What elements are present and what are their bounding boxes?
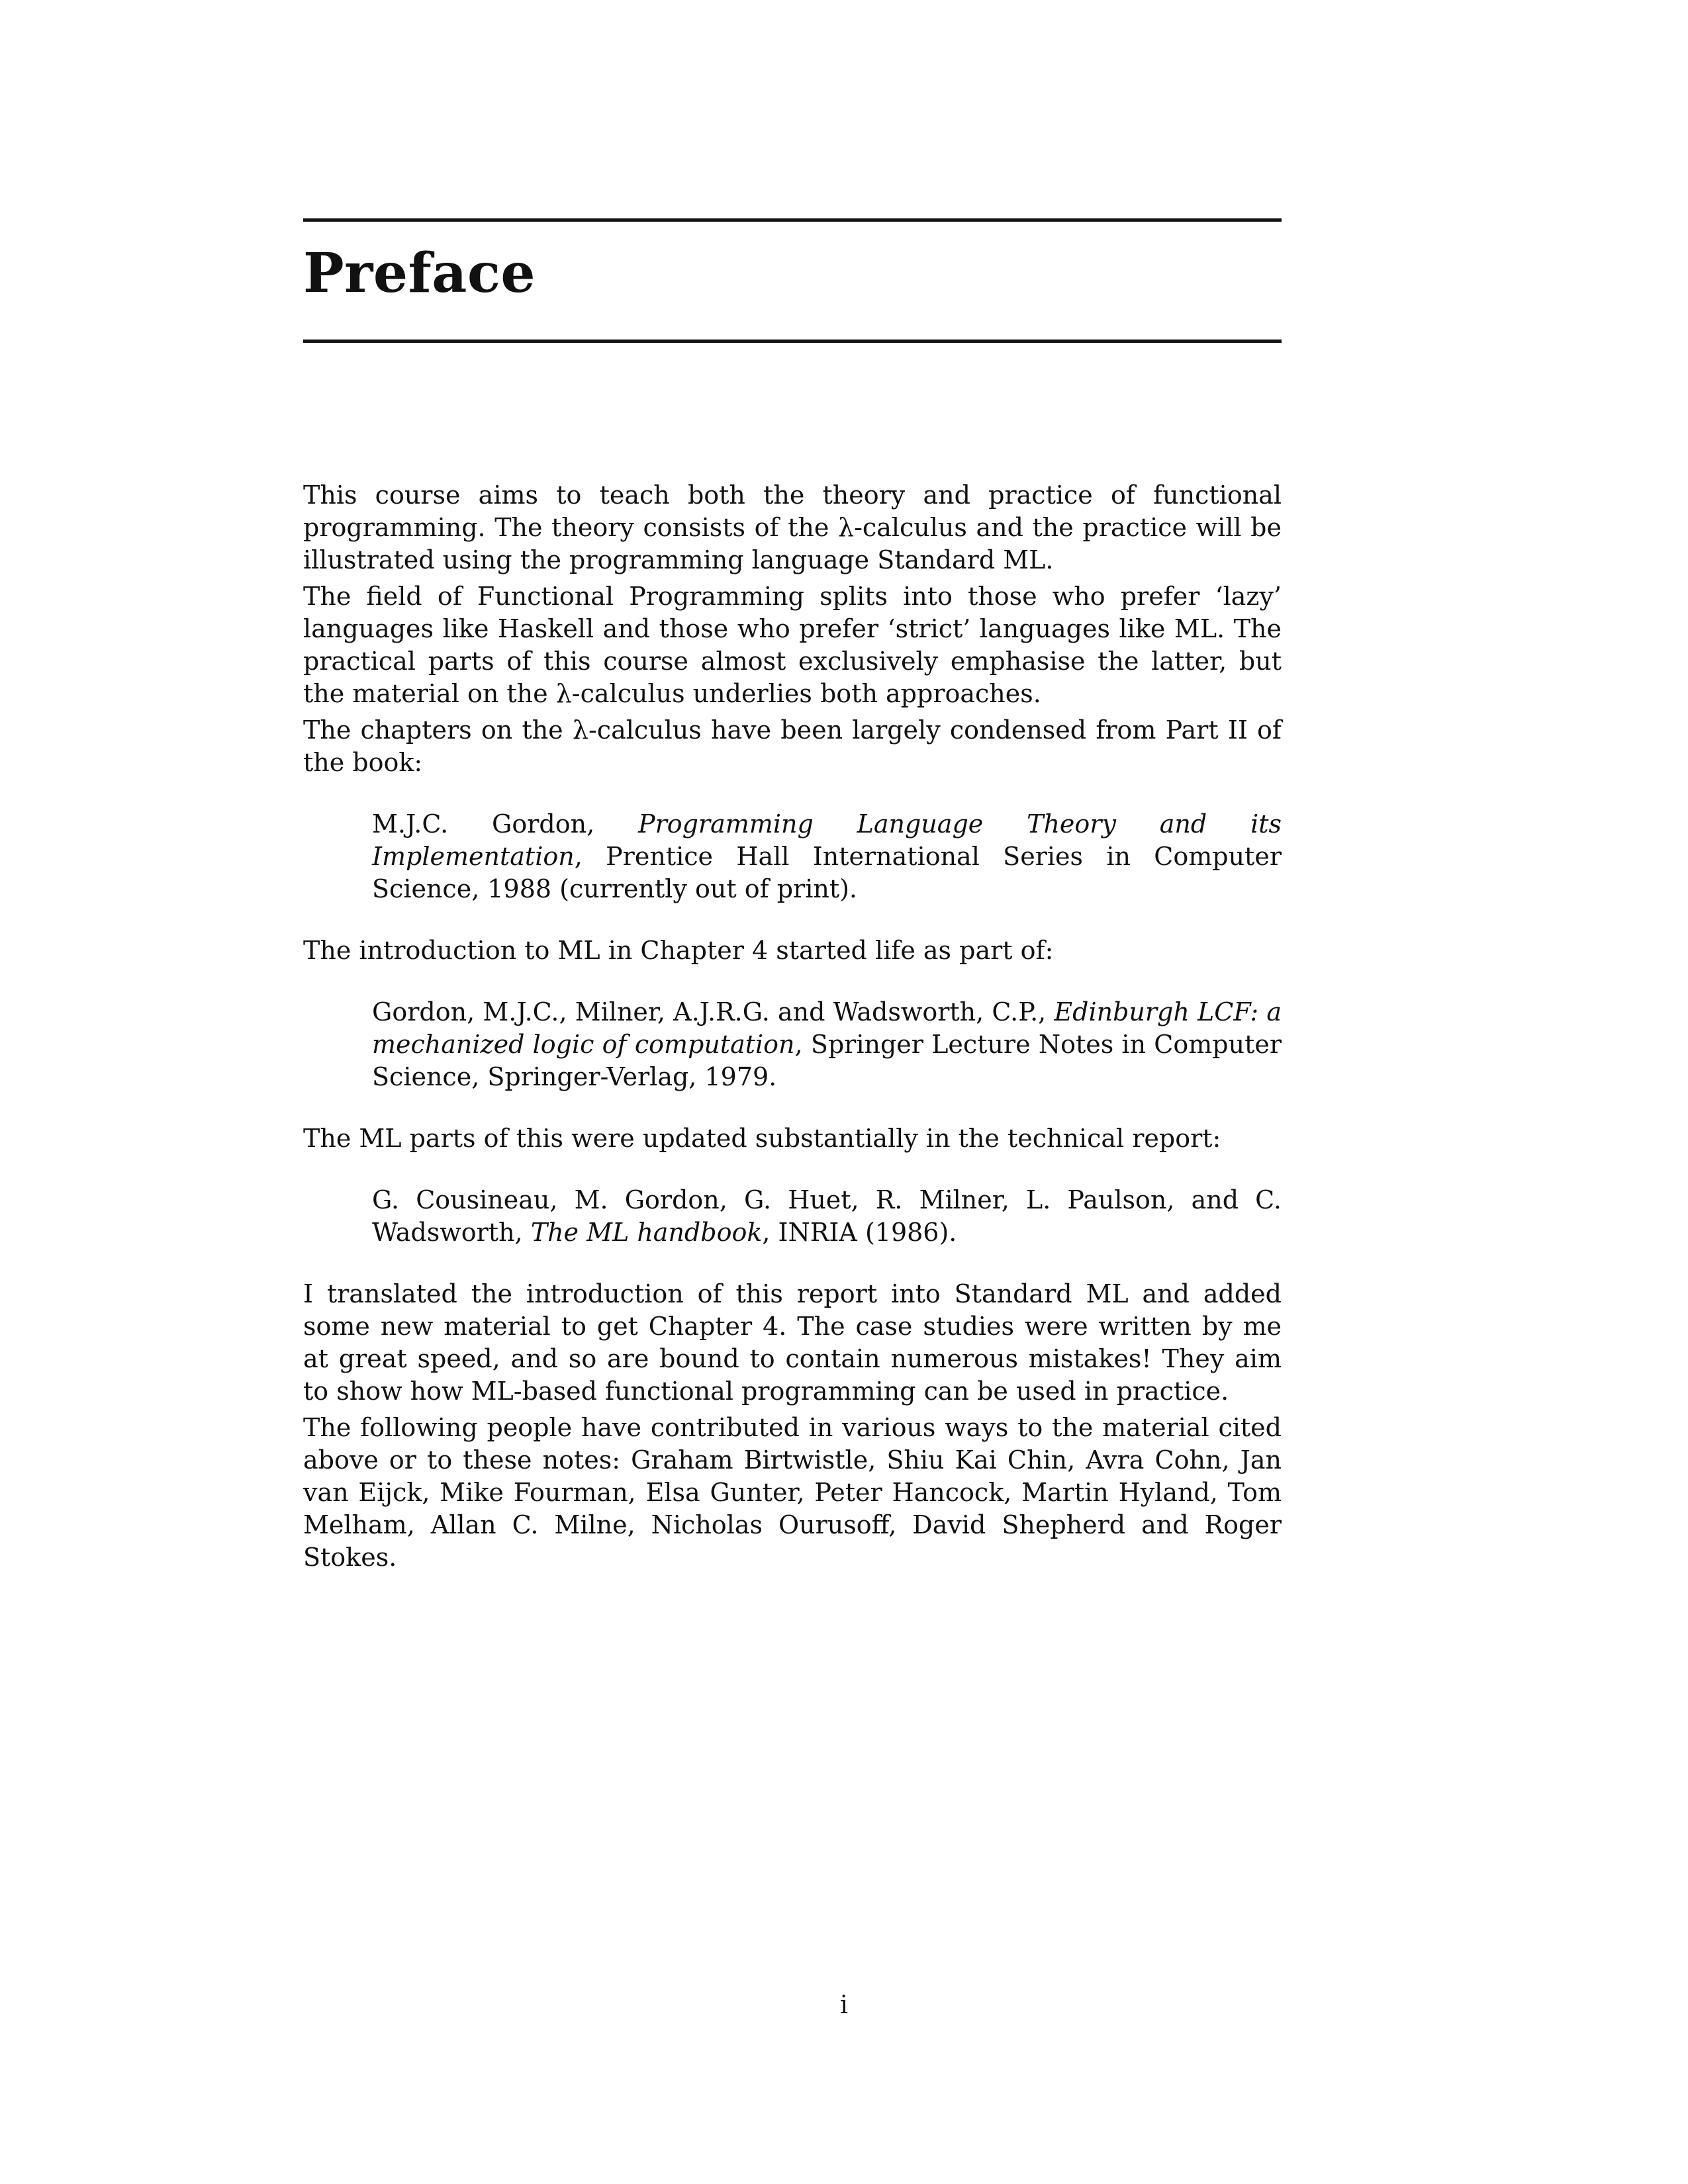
paragraph-ml-updated: The ML parts of this were updated substantially in the technical report: bbox=[303, 1124, 1221, 1153]
heading-rule-top bbox=[303, 218, 1282, 222]
reference-title: Edinburgh LCF: a mechanized logic of computation bbox=[372, 997, 1282, 1059]
heading-rule-bottom bbox=[303, 340, 1282, 343]
reference-authors: M.J.C. Gordon, bbox=[372, 809, 638, 839]
reference-title: Programming Language Theory and its Implementation bbox=[372, 809, 1282, 871]
reference-gordon-1988 bbox=[372, 808, 1282, 905]
paragraph-translation: I translated the introduction of this report into Standard ML and added some new material to get Chapter 4. The case studies were written by me at great speed, and so are bound to contain numerous mistakes! They aim to show how ML-based functional programming can be used in practice. bbox=[303, 1279, 1282, 1406]
preface-body bbox=[303, 479, 1282, 1574]
reference-ml-handbook bbox=[372, 1184, 1282, 1249]
paragraph-contributors: The following people have contributed in various ways to the material cited above or to these notes: Graham Birtwistle, Shiu Kai Chin, Avra Cohn, Jan van Eijck, Mike Fourman, Elsa Gunter, Peter Hancock, Martin Hyland, Tom Melham, Allan C. Milne, Nicholas Ourusoff, David Shepherd and Roger Stokes. bbox=[303, 1413, 1282, 1572]
paragraph-lazy-strict: The field of Functional Programming splits into those who prefer ‘lazy’ languages like Haskell and those who prefer ‘strict’ languages like ML. The practical parts of this course almost exclusively emphasise the latter, but the material on the λ-calculus underlies both approaches. bbox=[303, 582, 1282, 708]
reference-details: , Prentice Hall International Series in Computer Science, 1988 (currently out of print). bbox=[372, 842, 1282, 903]
reference-authors: Gordon, M.J.C., Milner, A.J.R.G. and Wadsworth, C.P., bbox=[372, 997, 1055, 1026]
paragraph-course-aims: This course aims to teach both the theory and practice of functional programming. The theory consists of the λ-calculus and the practice will be illustrated using the programming language Standard ML. bbox=[303, 480, 1282, 574]
page-number: i bbox=[839, 1990, 849, 2019]
paragraph-chapters-source: The chapters on the λ-calculus have been largely condensed from Part II of the book: bbox=[303, 715, 1282, 777]
reference-details: , INRIA (1986). bbox=[762, 1218, 957, 1247]
reference-edinburgh-lcf bbox=[372, 996, 1282, 1093]
reference-authors: G. Cousineau, M. Gordon, G. Huet, R. Milner, L. Paulson, and C. Wadsworth, bbox=[372, 1185, 1282, 1247]
paragraph-ml-intro: The introduction to ML in Chapter 4 started life as part of: bbox=[303, 936, 1054, 965]
reference-title: The ML handbook bbox=[530, 1218, 763, 1247]
reference-details: , Springer Lecture Notes in Computer Science, Springer-Verlag, 1979. bbox=[372, 1030, 1282, 1091]
page-title: Preface bbox=[303, 242, 536, 305]
